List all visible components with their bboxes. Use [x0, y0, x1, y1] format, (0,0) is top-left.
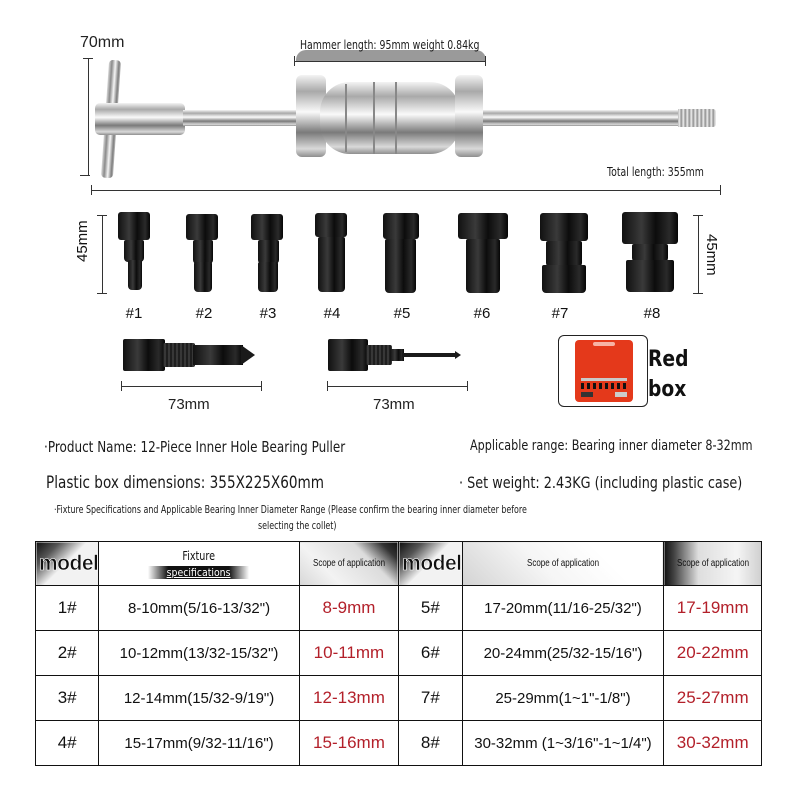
- collet-label-4: #4: [323, 305, 341, 322]
- cell-model: 3#: [36, 676, 99, 721]
- collet-label-5: #5: [393, 305, 411, 322]
- header-model-right: model: [399, 542, 462, 586]
- cell-spec: 15-17mm(9/32-11/16"): [99, 721, 299, 766]
- cell-scope: 17-19mm: [664, 586, 762, 631]
- cell-model: 5#: [399, 586, 462, 631]
- collet-label-2: #2: [195, 305, 213, 322]
- cell-model: 2#: [36, 631, 99, 676]
- cell-spec: 17-20mm(11/16-25/32"): [462, 586, 664, 631]
- cell-spec: 20-24mm(25/32-15/16"): [462, 631, 664, 676]
- table-row: [36, 631, 762, 676]
- collet-label-3: #3: [259, 305, 277, 322]
- cell-spec: 12-14mm(15/32-9/19"): [99, 676, 299, 721]
- cell-scope: 15-16mm: [299, 721, 398, 766]
- cell-spec: 8-10mm(5/16-13/32"): [99, 586, 299, 631]
- header-spec-right-text: Scope of application: [526, 558, 599, 569]
- cell-spec: 25-29mm(1~1"-1/8"): [462, 676, 664, 721]
- collet-label-7: #7: [551, 305, 569, 322]
- red-box-case-image: [575, 340, 633, 402]
- set-weight: · Set weight: 2.43KG (including plastic case): [459, 473, 743, 492]
- handle-height-label: 70mm: [80, 34, 125, 51]
- header-fixture-top: Fixture: [182, 548, 216, 563]
- collet-label-1: #1: [125, 305, 143, 322]
- collet-label-8: #8: [643, 305, 661, 322]
- header-scope-right-text: Scope of application: [676, 558, 749, 569]
- table-row: [36, 721, 762, 766]
- applicable-range: Applicable range: Bearing inner diameter 8-32mm: [470, 438, 753, 454]
- cell-model: 4#: [36, 721, 99, 766]
- collet-label-6: #6: [473, 305, 491, 322]
- cell-spec: 30-32mm (1~3/16"-1~1/4"): [462, 721, 664, 766]
- cell-scope: 10-11mm: [299, 631, 398, 676]
- cell-scope: 20-22mm: [664, 631, 762, 676]
- collet-height-label-right: 45mm: [703, 234, 720, 276]
- header-model-left: model: [36, 542, 99, 586]
- cell-model: 1#: [36, 586, 99, 631]
- cell-model: 6#: [399, 631, 462, 676]
- spec-table: [35, 541, 762, 766]
- table-row: [36, 676, 762, 721]
- cell-scope: 25-27mm: [664, 676, 762, 721]
- table-note-line2: selecting the collet): [258, 519, 337, 532]
- cell-scope: 8-9mm: [299, 586, 398, 631]
- pin-adapter-length-label: 73mm: [373, 396, 415, 413]
- header-spec-right: [462, 542, 664, 586]
- header-scope-left: [299, 542, 398, 586]
- table-row: [36, 586, 762, 631]
- slide-hammer-tool: [0, 0, 800, 185]
- header-fixture-specifications: [99, 542, 299, 586]
- pin-adapter: [328, 337, 468, 373]
- cell-scope: 12-13mm: [299, 676, 398, 721]
- hammer-length-label: Hammer length: 95mm weight 0.84kg: [300, 38, 480, 52]
- cell-scope: 30-32mm: [664, 721, 762, 766]
- cell-model: 7#: [399, 676, 462, 721]
- header-scope-right: [664, 542, 762, 586]
- cell-spec: 10-12mm(13/32-15/32"): [99, 631, 299, 676]
- red-box-label-line2: box: [648, 377, 687, 402]
- header-fixture-bottom: specifications: [148, 566, 249, 579]
- red-box-label-line1: Red: [648, 347, 689, 372]
- total-length-label: Total length: 355mm: [607, 165, 704, 179]
- red-box-label: [648, 345, 688, 405]
- table-header-row: [36, 542, 762, 586]
- cone-adapter: [123, 337, 263, 373]
- table-note-line1: ·Fixture Specifications and Applicable Bearing Inner Diameter Range (Please confirm the bearing inner diameter before: [54, 503, 527, 516]
- cell-model: 8#: [399, 721, 462, 766]
- header-scope-left-text: Scope of application: [312, 558, 385, 569]
- product-name: ·Product Name: 12-Piece Inner Hole Bearing Puller: [44, 438, 346, 456]
- box-dimensions: Plastic box dimensions: 355X225X60mm: [46, 473, 325, 493]
- cone-adapter-length-label: 73mm: [168, 396, 210, 413]
- collet-height-label-left: 45mm: [74, 220, 91, 262]
